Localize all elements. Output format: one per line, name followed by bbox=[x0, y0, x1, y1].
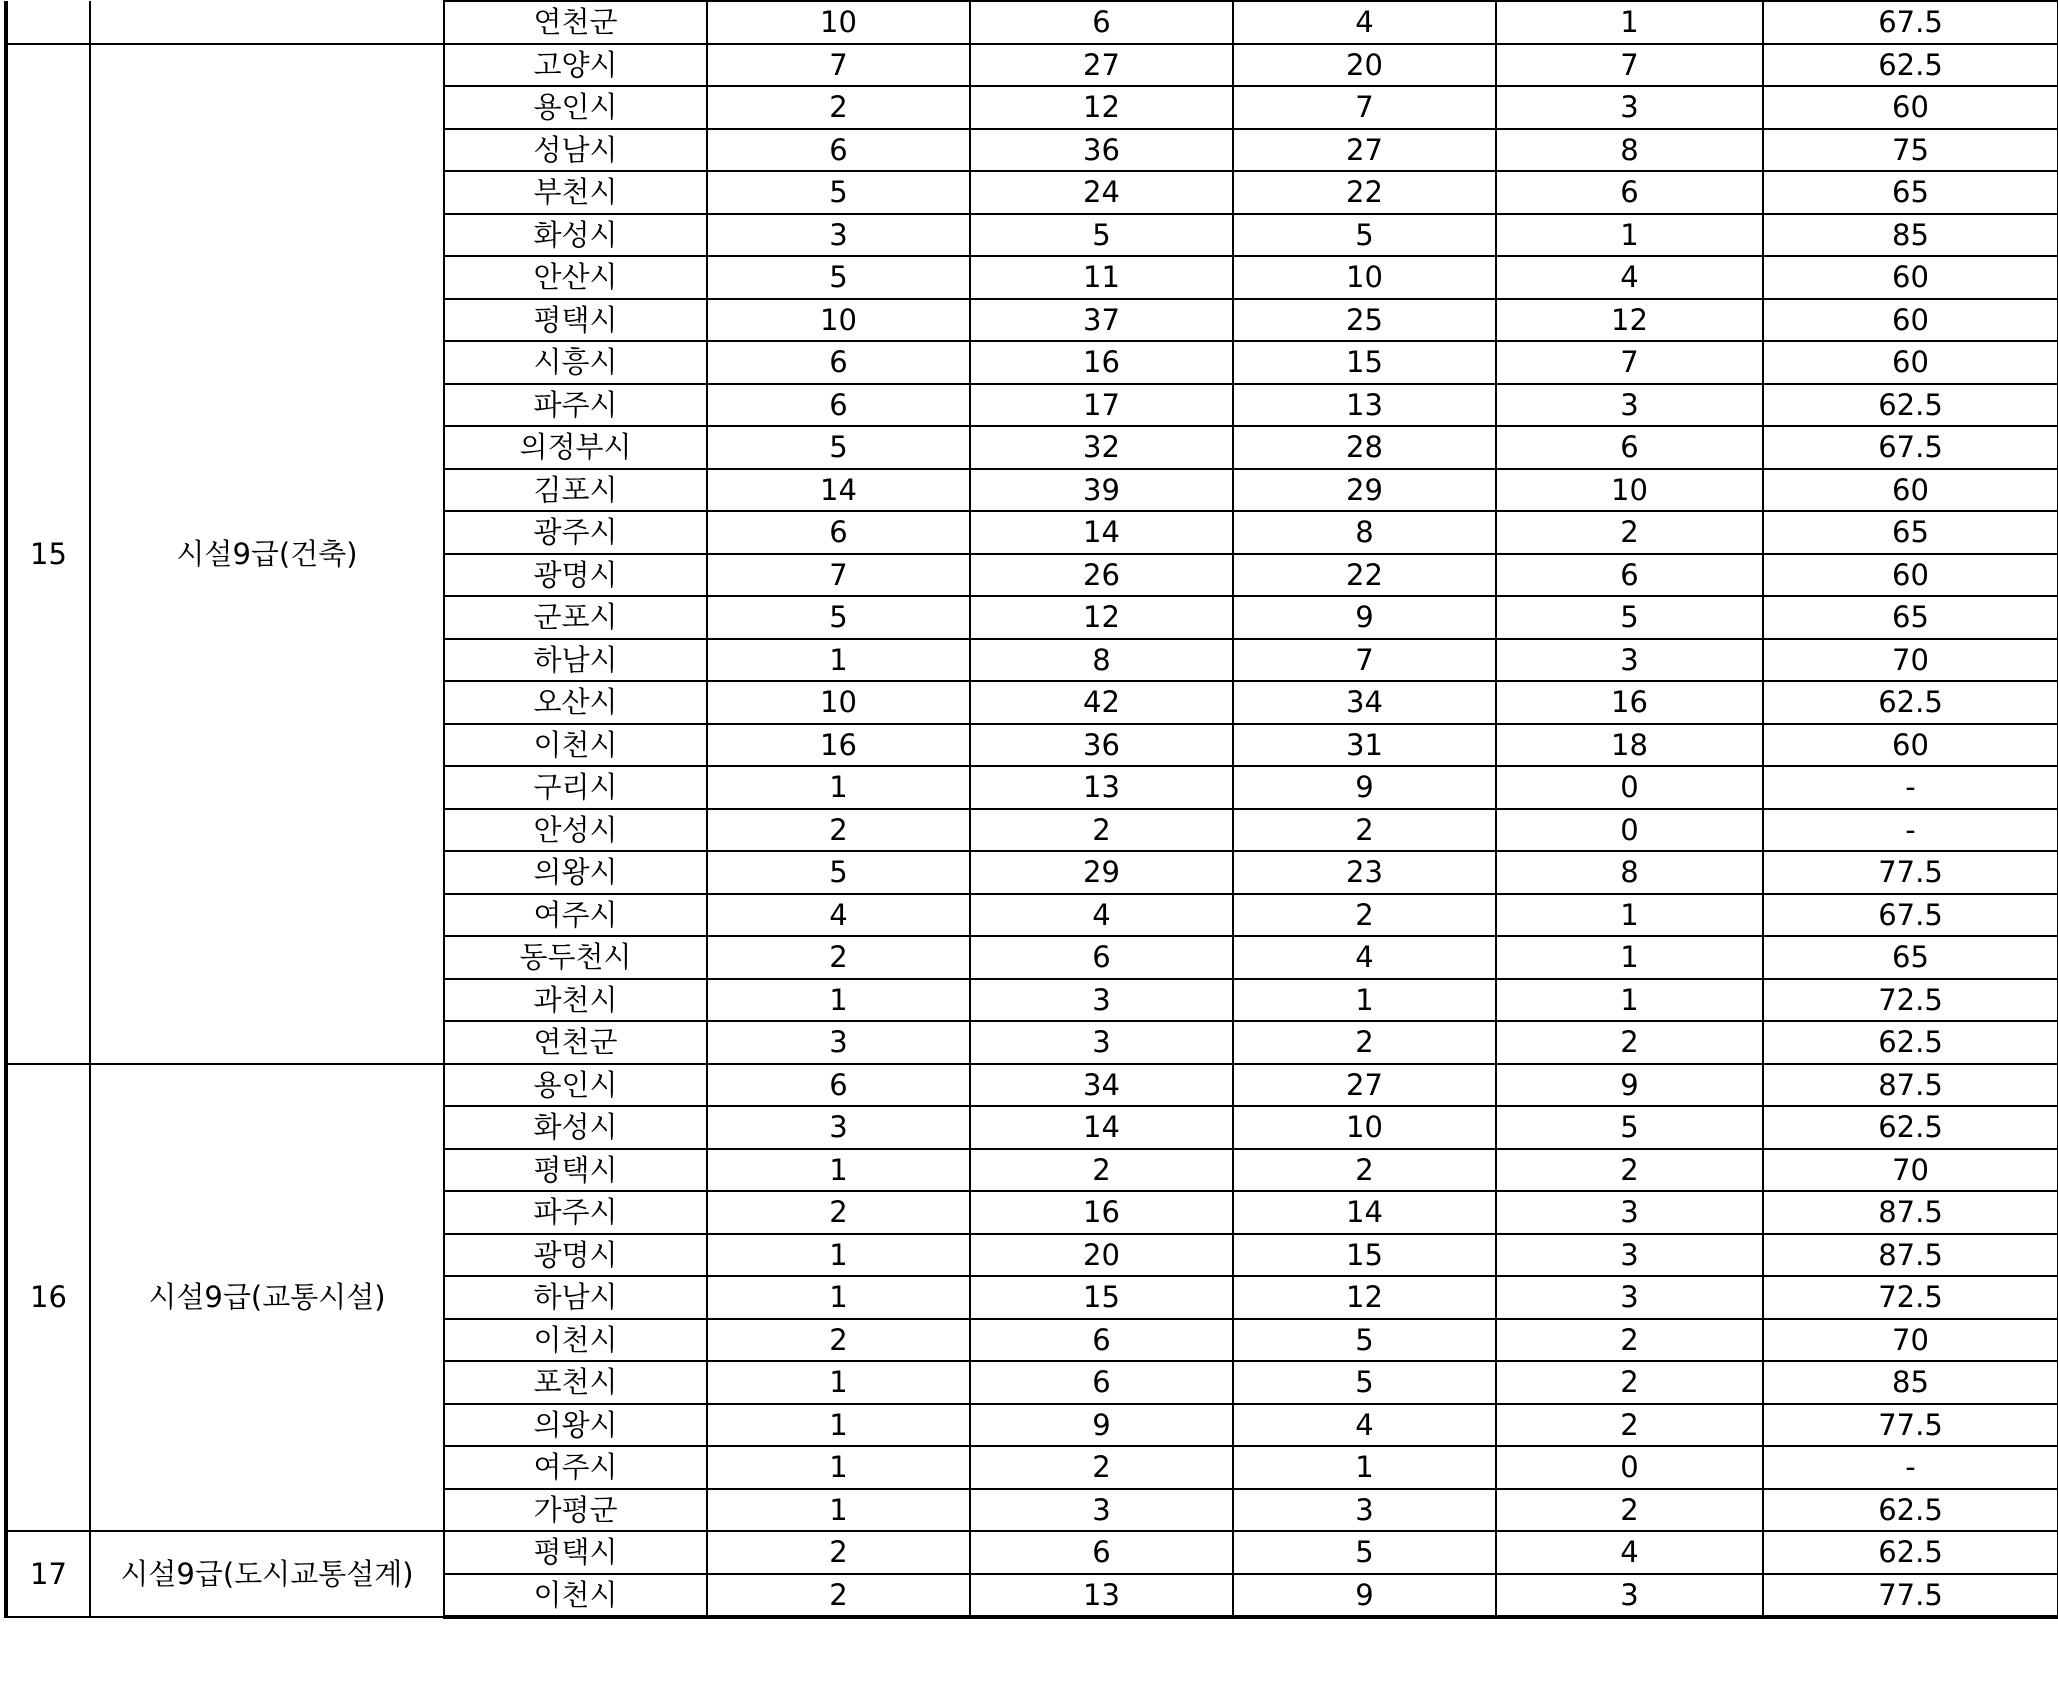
applicants-cell: 5 bbox=[970, 214, 1233, 257]
applicants-cell: 4 bbox=[970, 894, 1233, 937]
passers-cell: 6 bbox=[1496, 171, 1763, 214]
quota-cell: 2 bbox=[707, 1531, 970, 1574]
examinees-cell: 29 bbox=[1233, 469, 1496, 512]
applicants-cell: 16 bbox=[970, 341, 1233, 384]
examinees-cell: 15 bbox=[1233, 341, 1496, 384]
quota-cell: 14 bbox=[707, 469, 970, 512]
examinees-cell: 14 bbox=[1233, 1191, 1496, 1234]
quota-cell: 6 bbox=[707, 1064, 970, 1107]
region-cell: 의정부시 bbox=[444, 426, 707, 469]
passers-cell: 16 bbox=[1496, 681, 1763, 724]
applicants-cell: 39 bbox=[970, 469, 1233, 512]
position-title-cell bbox=[90, 1, 444, 44]
quota-cell: 10 bbox=[707, 681, 970, 724]
applicants-cell: 24 bbox=[970, 171, 1233, 214]
quota-cell: 6 bbox=[707, 129, 970, 172]
region-cell: 이천시 bbox=[444, 724, 707, 767]
cutoff-score-cell: 70 bbox=[1763, 1319, 2058, 1362]
applicants-cell: 34 bbox=[970, 1064, 1233, 1107]
examinees-cell: 25 bbox=[1233, 299, 1496, 342]
examinees-cell: 22 bbox=[1233, 171, 1496, 214]
cutoff-score-cell: 70 bbox=[1763, 1149, 2058, 1192]
quota-cell: 1 bbox=[707, 1446, 970, 1489]
quota-cell: 10 bbox=[707, 299, 970, 342]
region-cell: 오산시 bbox=[444, 681, 707, 724]
passers-cell: 8 bbox=[1496, 129, 1763, 172]
region-cell: 평택시 bbox=[444, 299, 707, 342]
applicants-cell: 13 bbox=[970, 766, 1233, 809]
passers-cell: 5 bbox=[1496, 1106, 1763, 1149]
examinees-cell: 31 bbox=[1233, 724, 1496, 767]
applicants-cell: 17 bbox=[970, 384, 1233, 427]
region-cell: 하남시 bbox=[444, 639, 707, 682]
passers-cell: 0 bbox=[1496, 1446, 1763, 1489]
quota-cell: 2 bbox=[707, 1191, 970, 1234]
region-cell: 이천시 bbox=[444, 1319, 707, 1362]
passers-cell: 0 bbox=[1496, 809, 1763, 852]
table-row bbox=[6, 1064, 2058, 1107]
applicants-cell: 2 bbox=[970, 1149, 1233, 1192]
cutoff-score-cell: - bbox=[1763, 1446, 2058, 1489]
quota-cell: 10 bbox=[707, 1, 970, 44]
region-cell: 가평군 bbox=[444, 1489, 707, 1532]
cutoff-score-cell: 77.5 bbox=[1763, 851, 2058, 894]
cutoff-score-cell: 85 bbox=[1763, 1361, 2058, 1404]
applicants-cell: 15 bbox=[970, 1276, 1233, 1319]
quota-cell: 4 bbox=[707, 894, 970, 937]
applicants-cell: 12 bbox=[970, 596, 1233, 639]
passers-cell: 12 bbox=[1496, 299, 1763, 342]
cutoff-score-cell: 70 bbox=[1763, 639, 2058, 682]
quota-cell: 2 bbox=[707, 1319, 970, 1362]
position-title-cell: 시설9급(교통시설) bbox=[90, 1064, 444, 1532]
cutoff-score-cell: 67.5 bbox=[1763, 1, 2058, 44]
applicants-cell: 26 bbox=[970, 554, 1233, 597]
passers-cell: 6 bbox=[1496, 554, 1763, 597]
applicants-cell: 36 bbox=[970, 724, 1233, 767]
passers-cell: 3 bbox=[1496, 639, 1763, 682]
applicants-cell: 3 bbox=[970, 1021, 1233, 1064]
position-title-cell: 시설9급(도시교통설계) bbox=[90, 1531, 444, 1617]
region-cell: 용인시 bbox=[444, 86, 707, 129]
table-row bbox=[6, 44, 2058, 87]
passers-cell: 3 bbox=[1496, 86, 1763, 129]
region-cell: 동두천시 bbox=[444, 936, 707, 979]
quota-cell: 2 bbox=[707, 936, 970, 979]
region-cell: 연천군 bbox=[444, 1021, 707, 1064]
quota-cell: 5 bbox=[707, 256, 970, 299]
region-cell: 군포시 bbox=[444, 596, 707, 639]
cutoff-score-cell: 62.5 bbox=[1763, 681, 2058, 724]
cutoff-score-cell: 65 bbox=[1763, 596, 2058, 639]
examinees-cell: 12 bbox=[1233, 1276, 1496, 1319]
cutoff-score-cell: 65 bbox=[1763, 511, 2058, 554]
cutoff-score-cell: 85 bbox=[1763, 214, 2058, 257]
examinees-cell: 34 bbox=[1233, 681, 1496, 724]
quota-cell: 2 bbox=[707, 809, 970, 852]
cutoff-score-cell: 67.5 bbox=[1763, 894, 2058, 937]
passers-cell: 3 bbox=[1496, 1234, 1763, 1277]
cutoff-score-cell: 87.5 bbox=[1763, 1064, 2058, 1107]
examinees-cell: 1 bbox=[1233, 1446, 1496, 1489]
passers-cell: 1 bbox=[1496, 936, 1763, 979]
passers-cell: 3 bbox=[1496, 1276, 1763, 1319]
passers-cell: 4 bbox=[1496, 1531, 1763, 1574]
examinees-cell: 4 bbox=[1233, 1404, 1496, 1447]
quota-cell: 6 bbox=[707, 341, 970, 384]
passers-cell: 2 bbox=[1496, 511, 1763, 554]
quota-cell: 3 bbox=[707, 214, 970, 257]
applicants-cell: 13 bbox=[970, 1574, 1233, 1618]
examinees-cell: 2 bbox=[1233, 1021, 1496, 1064]
cutoff-score-cell: 60 bbox=[1763, 341, 2058, 384]
position-title-cell: 시설9급(건축) bbox=[90, 44, 444, 1064]
passers-cell: 3 bbox=[1496, 1574, 1763, 1618]
region-cell: 화성시 bbox=[444, 1106, 707, 1149]
cutoff-score-cell: 77.5 bbox=[1763, 1574, 2058, 1618]
examinees-cell: 9 bbox=[1233, 1574, 1496, 1618]
applicants-cell: 6 bbox=[970, 1531, 1233, 1574]
applicants-cell: 42 bbox=[970, 681, 1233, 724]
quota-cell: 1 bbox=[707, 1234, 970, 1277]
passers-cell: 2 bbox=[1496, 1489, 1763, 1532]
region-cell: 성남시 bbox=[444, 129, 707, 172]
examinees-cell: 8 bbox=[1233, 511, 1496, 554]
quota-cell: 5 bbox=[707, 596, 970, 639]
examinees-cell: 22 bbox=[1233, 554, 1496, 597]
examinees-cell: 28 bbox=[1233, 426, 1496, 469]
passers-cell: 3 bbox=[1496, 384, 1763, 427]
examinees-cell: 13 bbox=[1233, 384, 1496, 427]
quota-cell: 5 bbox=[707, 851, 970, 894]
examinees-cell: 23 bbox=[1233, 851, 1496, 894]
applicants-cell: 6 bbox=[970, 1, 1233, 44]
cutoff-score-cell: 72.5 bbox=[1763, 1276, 2058, 1319]
examinees-cell: 7 bbox=[1233, 639, 1496, 682]
region-cell: 파주시 bbox=[444, 1191, 707, 1234]
passers-cell: 7 bbox=[1496, 341, 1763, 384]
applicants-cell: 37 bbox=[970, 299, 1233, 342]
recruitment-results-table bbox=[4, 0, 2058, 1619]
passers-cell: 18 bbox=[1496, 724, 1763, 767]
examinees-cell: 4 bbox=[1233, 1, 1496, 44]
cutoff-score-cell: 62.5 bbox=[1763, 1531, 2058, 1574]
cutoff-score-cell: 62.5 bbox=[1763, 44, 2058, 87]
examinees-cell: 15 bbox=[1233, 1234, 1496, 1277]
region-cell: 파주시 bbox=[444, 384, 707, 427]
passers-cell: 2 bbox=[1496, 1404, 1763, 1447]
quota-cell: 6 bbox=[707, 511, 970, 554]
examinees-cell: 9 bbox=[1233, 596, 1496, 639]
applicants-cell: 2 bbox=[970, 809, 1233, 852]
passers-cell: 2 bbox=[1496, 1149, 1763, 1192]
cutoff-score-cell: 62.5 bbox=[1763, 1021, 2058, 1064]
region-cell: 안산시 bbox=[444, 256, 707, 299]
region-cell: 여주시 bbox=[444, 1446, 707, 1489]
table-row bbox=[6, 1531, 2058, 1574]
passers-cell: 9 bbox=[1496, 1064, 1763, 1107]
region-cell: 고양시 bbox=[444, 44, 707, 87]
applicants-cell: 6 bbox=[970, 936, 1233, 979]
applicants-cell: 3 bbox=[970, 979, 1233, 1022]
applicants-cell: 9 bbox=[970, 1404, 1233, 1447]
passers-cell: 5 bbox=[1496, 596, 1763, 639]
passers-cell: 6 bbox=[1496, 426, 1763, 469]
quota-cell: 1 bbox=[707, 1404, 970, 1447]
region-cell: 김포시 bbox=[444, 469, 707, 512]
examinees-cell: 5 bbox=[1233, 214, 1496, 257]
table-row bbox=[6, 1, 2058, 44]
applicants-cell: 8 bbox=[970, 639, 1233, 682]
passers-cell: 1 bbox=[1496, 1, 1763, 44]
examinees-cell: 5 bbox=[1233, 1531, 1496, 1574]
cutoff-score-cell: 62.5 bbox=[1763, 1106, 2058, 1149]
cutoff-score-cell: 65 bbox=[1763, 171, 2058, 214]
region-cell: 평택시 bbox=[444, 1531, 707, 1574]
cutoff-score-cell: 65 bbox=[1763, 936, 2058, 979]
region-cell: 의왕시 bbox=[444, 851, 707, 894]
examinees-cell: 27 bbox=[1233, 1064, 1496, 1107]
quota-cell: 2 bbox=[707, 1574, 970, 1618]
applicants-cell: 32 bbox=[970, 426, 1233, 469]
quota-cell: 3 bbox=[707, 1106, 970, 1149]
passers-cell: 2 bbox=[1496, 1319, 1763, 1362]
passers-cell: 10 bbox=[1496, 469, 1763, 512]
cutoff-score-cell: 75 bbox=[1763, 129, 2058, 172]
cutoff-score-cell: - bbox=[1763, 809, 2058, 852]
applicants-cell: 12 bbox=[970, 86, 1233, 129]
cutoff-score-cell: 87.5 bbox=[1763, 1191, 2058, 1234]
cutoff-score-cell: - bbox=[1763, 766, 2058, 809]
applicants-cell: 6 bbox=[970, 1319, 1233, 1362]
examinees-cell: 2 bbox=[1233, 894, 1496, 937]
group-number-cell: 16 bbox=[6, 1064, 90, 1532]
quota-cell: 16 bbox=[707, 724, 970, 767]
passers-cell: 0 bbox=[1496, 766, 1763, 809]
applicants-cell: 14 bbox=[970, 1106, 1233, 1149]
examinees-cell: 1 bbox=[1233, 979, 1496, 1022]
passers-cell: 2 bbox=[1496, 1021, 1763, 1064]
cutoff-score-cell: 60 bbox=[1763, 554, 2058, 597]
applicants-cell: 27 bbox=[970, 44, 1233, 87]
quota-cell: 1 bbox=[707, 639, 970, 682]
examinees-cell: 7 bbox=[1233, 86, 1496, 129]
quota-cell: 1 bbox=[707, 1361, 970, 1404]
examinees-cell: 9 bbox=[1233, 766, 1496, 809]
region-cell: 하남시 bbox=[444, 1276, 707, 1319]
examinees-cell: 27 bbox=[1233, 129, 1496, 172]
passers-cell: 3 bbox=[1496, 1191, 1763, 1234]
quota-cell: 7 bbox=[707, 554, 970, 597]
table-body bbox=[6, 1, 2058, 1617]
applicants-cell: 20 bbox=[970, 1234, 1233, 1277]
group-number-cell: 15 bbox=[6, 44, 90, 1064]
examinees-cell: 2 bbox=[1233, 809, 1496, 852]
quota-cell: 6 bbox=[707, 384, 970, 427]
quota-cell: 1 bbox=[707, 766, 970, 809]
cutoff-score-cell: 62.5 bbox=[1763, 384, 2058, 427]
cutoff-score-cell: 60 bbox=[1763, 724, 2058, 767]
region-cell: 부천시 bbox=[444, 171, 707, 214]
quota-cell: 1 bbox=[707, 979, 970, 1022]
region-cell: 평택시 bbox=[444, 1149, 707, 1192]
group-number-cell: 17 bbox=[6, 1531, 90, 1617]
cutoff-score-cell: 72.5 bbox=[1763, 979, 2058, 1022]
applicants-cell: 3 bbox=[970, 1489, 1233, 1532]
quota-cell: 1 bbox=[707, 1276, 970, 1319]
applicants-cell: 11 bbox=[970, 256, 1233, 299]
quota-cell: 3 bbox=[707, 1021, 970, 1064]
cutoff-score-cell: 67.5 bbox=[1763, 426, 2058, 469]
cutoff-score-cell: 62.5 bbox=[1763, 1489, 2058, 1532]
cutoff-score-cell: 87.5 bbox=[1763, 1234, 2058, 1277]
examinees-cell: 10 bbox=[1233, 256, 1496, 299]
passers-cell: 7 bbox=[1496, 44, 1763, 87]
applicants-cell: 29 bbox=[970, 851, 1233, 894]
region-cell: 용인시 bbox=[444, 1064, 707, 1107]
applicants-cell: 14 bbox=[970, 511, 1233, 554]
passers-cell: 1 bbox=[1496, 979, 1763, 1022]
region-cell: 시흥시 bbox=[444, 341, 707, 384]
region-cell: 구리시 bbox=[444, 766, 707, 809]
region-cell: 여주시 bbox=[444, 894, 707, 937]
region-cell: 연천군 bbox=[444, 1, 707, 44]
quota-cell: 1 bbox=[707, 1149, 970, 1192]
examinees-cell: 2 bbox=[1233, 1149, 1496, 1192]
passers-cell: 1 bbox=[1496, 214, 1763, 257]
cutoff-score-cell: 77.5 bbox=[1763, 1404, 2058, 1447]
quota-cell: 7 bbox=[707, 44, 970, 87]
examinees-cell: 4 bbox=[1233, 936, 1496, 979]
applicants-cell: 16 bbox=[970, 1191, 1233, 1234]
cutoff-score-cell: 60 bbox=[1763, 299, 2058, 342]
examinees-cell: 10 bbox=[1233, 1106, 1496, 1149]
cutoff-score-cell: 60 bbox=[1763, 469, 2058, 512]
region-cell: 광명시 bbox=[444, 1234, 707, 1277]
cutoff-score-cell: 60 bbox=[1763, 256, 2058, 299]
region-cell: 이천시 bbox=[444, 1574, 707, 1618]
passers-cell: 4 bbox=[1496, 256, 1763, 299]
applicants-cell: 2 bbox=[970, 1446, 1233, 1489]
region-cell: 화성시 bbox=[444, 214, 707, 257]
examinees-cell: 3 bbox=[1233, 1489, 1496, 1532]
examinees-cell: 5 bbox=[1233, 1319, 1496, 1362]
group-number-cell bbox=[6, 1, 90, 44]
region-cell: 포천시 bbox=[444, 1361, 707, 1404]
cutoff-score-cell: 60 bbox=[1763, 86, 2058, 129]
examinees-cell: 20 bbox=[1233, 44, 1496, 87]
region-cell: 과천시 bbox=[444, 979, 707, 1022]
examinees-cell: 5 bbox=[1233, 1361, 1496, 1404]
region-cell: 안성시 bbox=[444, 809, 707, 852]
region-cell: 광주시 bbox=[444, 511, 707, 554]
applicants-cell: 36 bbox=[970, 129, 1233, 172]
passers-cell: 2 bbox=[1496, 1361, 1763, 1404]
region-cell: 광명시 bbox=[444, 554, 707, 597]
quota-cell: 2 bbox=[707, 86, 970, 129]
quota-cell: 1 bbox=[707, 1489, 970, 1532]
quota-cell: 5 bbox=[707, 426, 970, 469]
region-cell: 의왕시 bbox=[444, 1404, 707, 1447]
quota-cell: 5 bbox=[707, 171, 970, 214]
passers-cell: 1 bbox=[1496, 894, 1763, 937]
applicants-cell: 6 bbox=[970, 1361, 1233, 1404]
passers-cell: 8 bbox=[1496, 851, 1763, 894]
